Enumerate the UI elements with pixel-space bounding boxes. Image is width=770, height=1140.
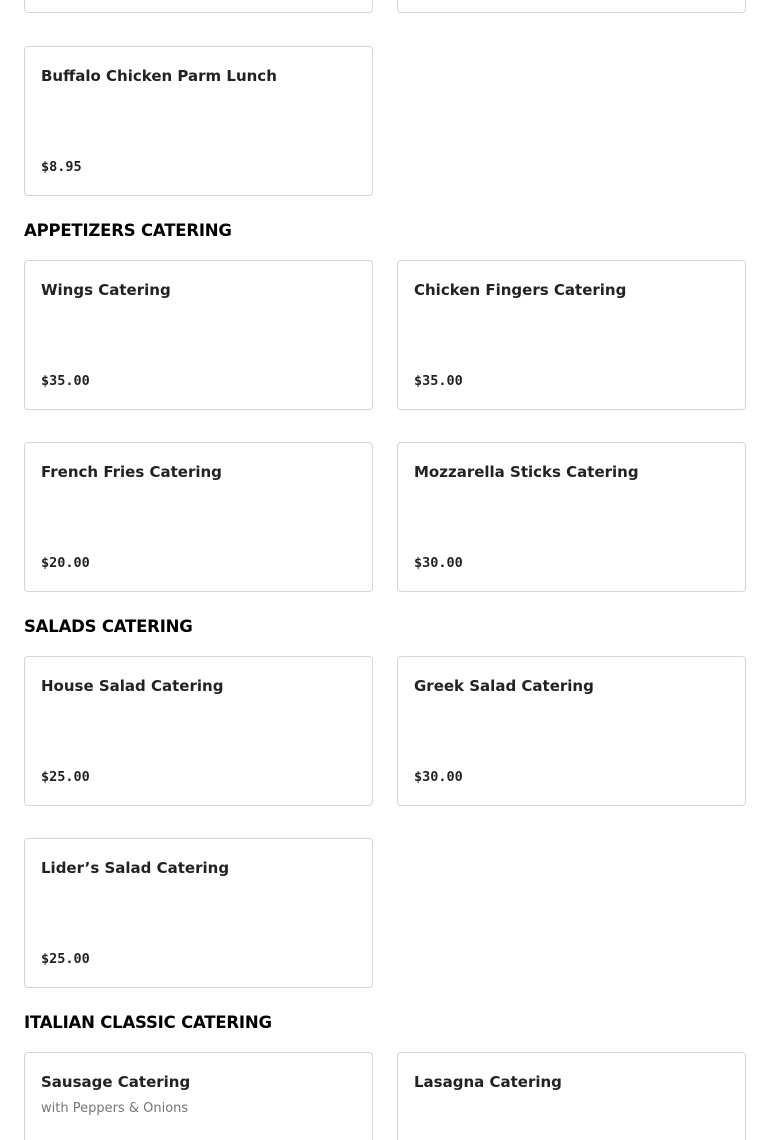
- menu-item-card[interactable]: [24, 838, 373, 988]
- menu-item-description: with Peppers & Onions: [41, 1101, 189, 1116]
- menu-item-card-partial[interactable]: [24, 0, 373, 13]
- section-title-salads: SALADS CATERING: [24, 617, 193, 636]
- menu-item-name: Greek Salad Catering: [414, 677, 594, 695]
- menu-item-price: $30.00: [414, 769, 463, 785]
- menu-item-name: House Salad Catering: [41, 677, 224, 695]
- menu-item-card-partial[interactable]: [397, 0, 746, 13]
- section-title-appetizers: APPETIZERS CATERING: [24, 221, 232, 240]
- menu-item-card[interactable]: [397, 442, 746, 592]
- menu-item-price: $35.00: [414, 373, 463, 389]
- menu-item-card[interactable]: [24, 442, 373, 592]
- menu-item-card[interactable]: [397, 1052, 746, 1140]
- menu-item-name: Sausage Catering: [41, 1073, 191, 1091]
- menu-item-price: $8.95: [41, 159, 82, 175]
- menu-item-card[interactable]: [397, 260, 746, 410]
- menu-item-name: Wings Catering: [41, 281, 171, 299]
- menu-item-name: Mozzarella Sticks Catering: [414, 463, 639, 481]
- menu-item-name: French Fries Catering: [41, 463, 222, 481]
- menu-item-name: Lider’s Salad Catering: [41, 859, 230, 877]
- menu-item-card[interactable]: [24, 46, 373, 196]
- menu-item-name: Lasagna Catering: [414, 1073, 562, 1091]
- menu-item-name: Chicken Fingers Catering: [414, 281, 627, 299]
- menu-item-price: $20.00: [41, 555, 90, 571]
- section-title-italian: ITALIAN CLASSIC CATERING: [24, 1013, 272, 1032]
- menu-item-price: $35.00: [41, 373, 90, 389]
- menu-item-card[interactable]: [24, 1052, 373, 1140]
- menu-item-price: $30.00: [414, 555, 463, 571]
- menu-item-card[interactable]: [24, 656, 373, 806]
- menu-item-card[interactable]: [24, 260, 373, 410]
- menu-item-name: Buffalo Chicken Parm Lunch: [41, 67, 277, 85]
- menu-item-price: $25.00: [41, 769, 90, 785]
- menu-item-price: $25.00: [41, 951, 90, 967]
- menu-item-card[interactable]: [397, 656, 746, 806]
